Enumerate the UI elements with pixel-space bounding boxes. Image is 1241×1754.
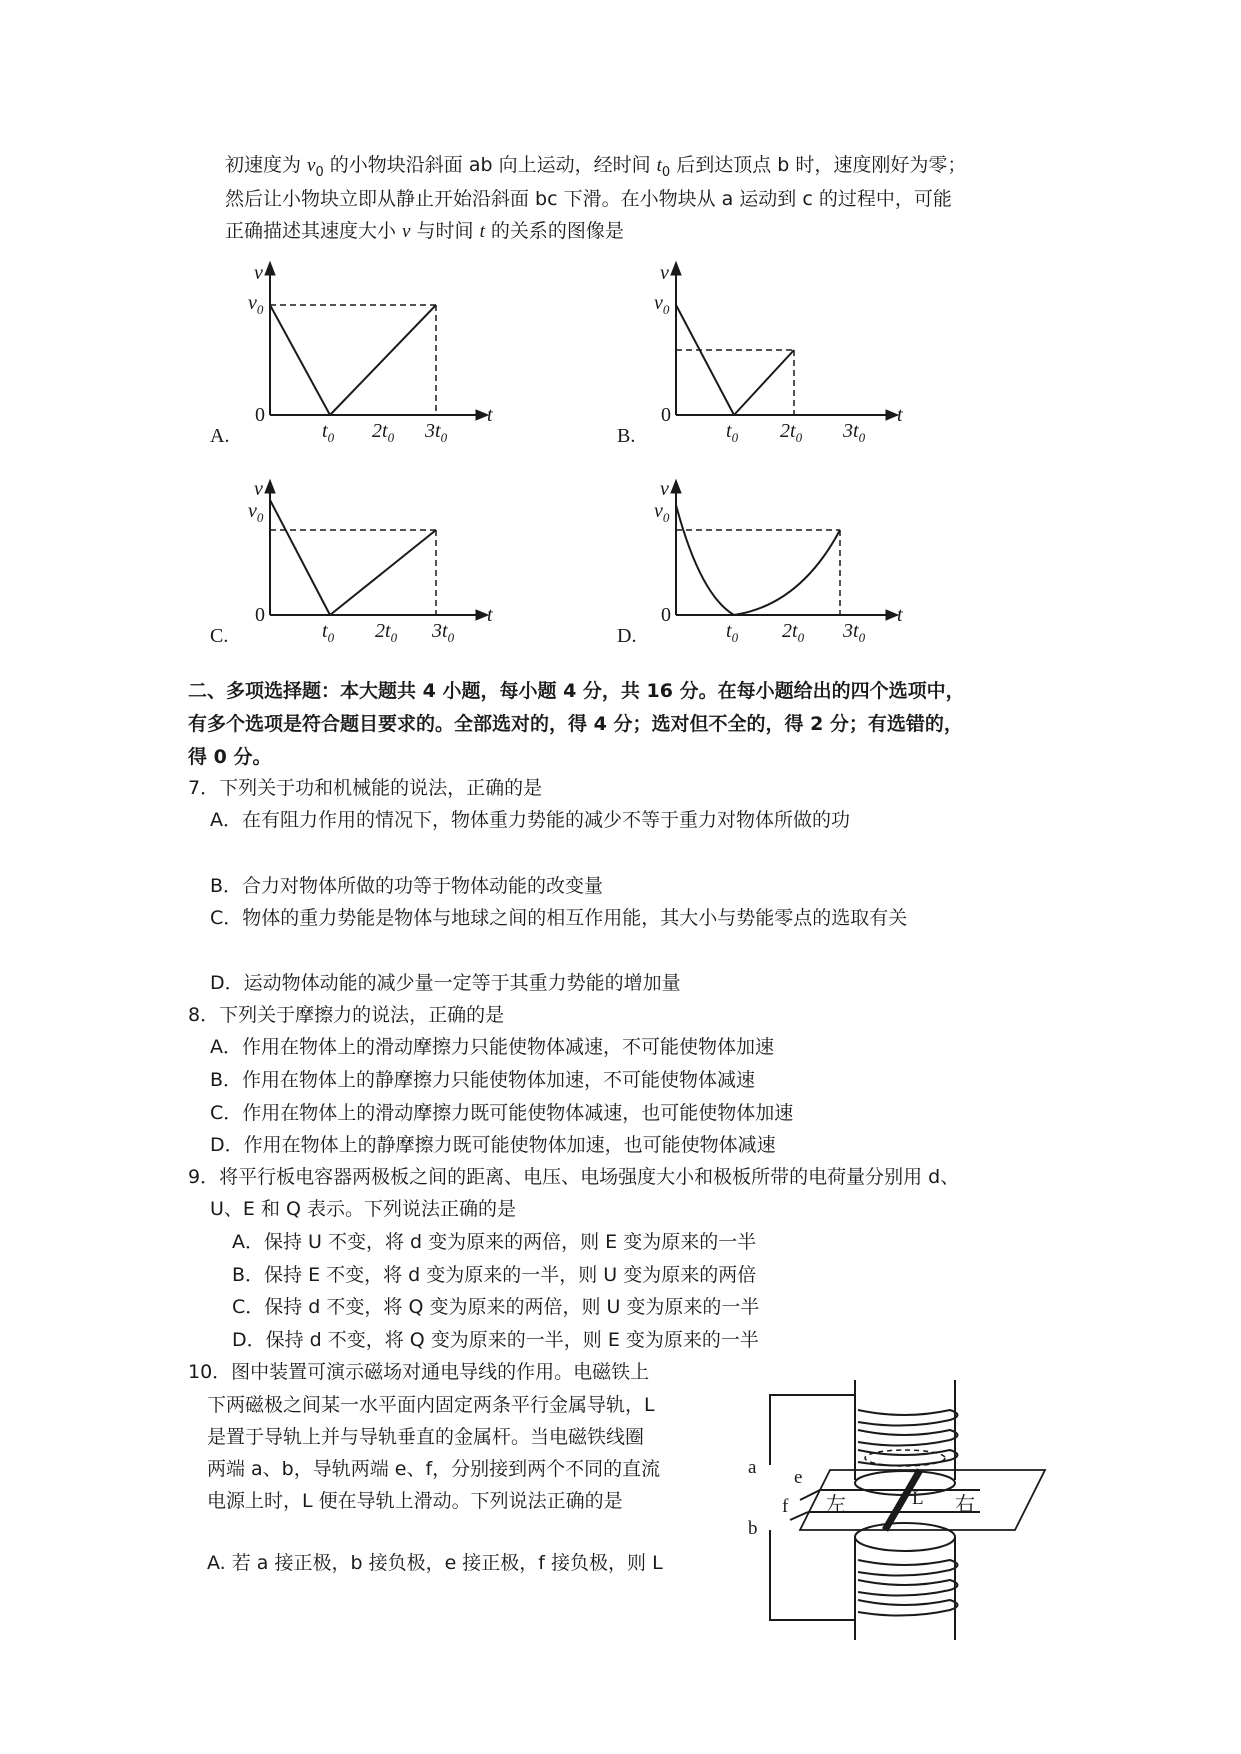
graph-c-v0: $v_0$ — [248, 500, 264, 525]
graph-b-tick1: $t_0$ — [726, 420, 739, 445]
graph-c-tick2: $2t_0$ — [375, 620, 398, 645]
graph-d-v0: $v_0$ — [654, 500, 670, 525]
section2-line-1: 二、多项选择题：本大题共 4 小题，每小题 4 分，共 16 分。在每小题给出的四个选项中， — [188, 680, 965, 702]
q10-line-3: 是置于导轨上并与导轨垂直的金属杆。当电磁铁线圈 — [207, 1426, 645, 1448]
q10-line-4: 两端 a、b，导轨两端 e、f，分别接到两个不同的直流 — [207, 1458, 661, 1480]
q8-option-d: D．作用在物体上的静摩擦力既可能使物体加速，也可能使物体减速 — [210, 1134, 776, 1156]
intro-line-2: 然后让小物块立即从静止开始沿斜面 bc 下滑。在小物块从 a 运动到 c 的过程中，可能 — [225, 188, 952, 210]
figure-label-a: a — [748, 1457, 757, 1478]
graph-b-origin: 0 — [661, 404, 671, 426]
figure-label-right: 右 — [955, 1492, 975, 1516]
intro-line-3: 正确描述其速度大小 v 与时间 t 的关系的图像是 — [225, 220, 624, 242]
section2-line-3: 得 0 分。 — [188, 746, 272, 768]
figure-label-e: e — [794, 1467, 803, 1488]
graph-d-label: D. — [617, 625, 637, 647]
q7-option-c: C．物体的重力势能是物体与地球之间的相互作用能，其大小与势能零点的选取有关 — [210, 907, 908, 929]
section2-line-2: 有多个选项是符合题目要求的。全部选对的，得 4 分；选对但不全的，得 2 分；有选错的， — [188, 713, 963, 735]
graph-c-tick1: $t_0$ — [322, 620, 335, 645]
q10-line-5: 电源上时，L 便在导轨上滑动。下列说法正确的是 — [207, 1490, 623, 1512]
graph-a-label: A. — [210, 425, 230, 447]
graph-d — [671, 480, 898, 620]
graph-d-axis-v: v — [660, 478, 669, 500]
graph-d-tick1: $t_0$ — [726, 620, 739, 645]
graph-a-v0: $v_0$ — [248, 292, 264, 317]
graph-a-axis-t: t — [487, 404, 493, 426]
q9-stem-2: U、E 和 Q 表示。下列说法正确的是 — [210, 1198, 516, 1220]
graph-b-axis-t: t — [897, 404, 903, 426]
graph-c-origin: 0 — [255, 604, 265, 626]
q8-option-a: A．作用在物体上的滑动摩擦力只能使物体减速，不可能使物体加速 — [210, 1036, 774, 1058]
q10-line-2: 下两磁极之间某一水平面内固定两条平行金属导轨，L — [207, 1394, 655, 1416]
graph-b-v0: $v_0$ — [654, 292, 670, 317]
graph-c-axis-v: v — [254, 478, 263, 500]
graph-c-tick3: $3t_0$ — [432, 620, 455, 645]
q7-stem: 7．下列关于功和机械能的说法，正确的是 — [188, 777, 543, 799]
graph-b-tick3: $3t_0$ — [843, 420, 866, 445]
q9-option-a: A．保持 U 不变，将 d 变为原来的两倍，则 E 变为原来的一半 — [232, 1231, 757, 1253]
graph-c-label: C. — [210, 625, 229, 647]
graph-b-axis-v: v — [660, 262, 669, 284]
figure-label-f: f — [782, 1496, 789, 1517]
graph-a-axis-v: v — [254, 262, 263, 284]
figure-label-b: b — [748, 1518, 758, 1539]
graph-c — [265, 480, 488, 620]
q10-line-1: 10．图中装置可演示磁场对通电导线的作用。电磁铁上 — [188, 1361, 650, 1383]
graph-b — [671, 262, 898, 420]
graph-b-label: B. — [617, 425, 636, 447]
t0-symbol: t — [656, 155, 662, 176]
q9-option-d: D．保持 d 不变，将 Q 变为原来的一半，则 E 变为原来的一半 — [232, 1329, 759, 1351]
graph-d-tick2: $2t_0$ — [782, 620, 805, 645]
graph-a-origin: 0 — [255, 404, 265, 426]
graph-a-tick3: $3t_0$ — [425, 420, 448, 445]
graph-b-tick2: $2t_0$ — [780, 420, 803, 445]
q9-option-b: B．保持 E 不变，将 d 变为原来的一半，则 U 变为原来的两倍 — [232, 1264, 757, 1286]
graph-d-tick3: $3t_0$ — [843, 620, 866, 645]
intro-line-1: 初速度为 $v_0$ 的小物块沿斜面 ab 向上运动，经时间 $t_0$ 后到达顶点 b 时，速度刚好为零； — [225, 154, 967, 180]
q10-option-a: A. 若 a 接正极，b 接负极，e 接正极，f 接负极，则 L — [207, 1552, 663, 1574]
graph-c-axis-t: t — [487, 604, 493, 626]
q8-stem: 8．下列关于摩擦力的说法，正确的是 — [188, 1004, 505, 1026]
graph-a-tick1: $t_0$ — [322, 420, 335, 445]
figure-label-L: L — [912, 1488, 924, 1509]
graph-d-origin: 0 — [661, 604, 671, 626]
v0-symbol: v — [307, 155, 316, 176]
q9-option-c: C．保持 d 不变，将 Q 变为原来的两倍，则 U 变为原来的一半 — [232, 1296, 760, 1318]
q7-option-d: D．运动物体动能的减少量一定等于其重力势能的增加量 — [210, 972, 681, 994]
q7-option-a: A．在有阻力作用的情况下，物体重力势能的减少不等于重力对物体所做的功 — [210, 809, 850, 831]
q9-stem-1: 9．将平行板电容器两极板之间的距离、电压、电场强度大小和极板所带的电荷量分别用 d、 — [188, 1166, 960, 1188]
figure-label-left: 左 — [826, 1492, 846, 1516]
graph-a — [265, 262, 488, 420]
velocity-time-graphs — [0, 0, 1241, 680]
q8-option-b: B．作用在物体上的静摩擦力只能使物体加速，不可能使物体减速 — [210, 1069, 756, 1091]
graph-d-axis-t: t — [897, 604, 903, 626]
graph-a-tick2: $2t_0$ — [372, 420, 395, 445]
q8-option-c: C．作用在物体上的滑动摩擦力既可能使物体减速，也可能使物体加速 — [210, 1102, 794, 1124]
q7-option-b: B．合力对物体所做的功等于物体动能的改变量 — [210, 875, 604, 897]
